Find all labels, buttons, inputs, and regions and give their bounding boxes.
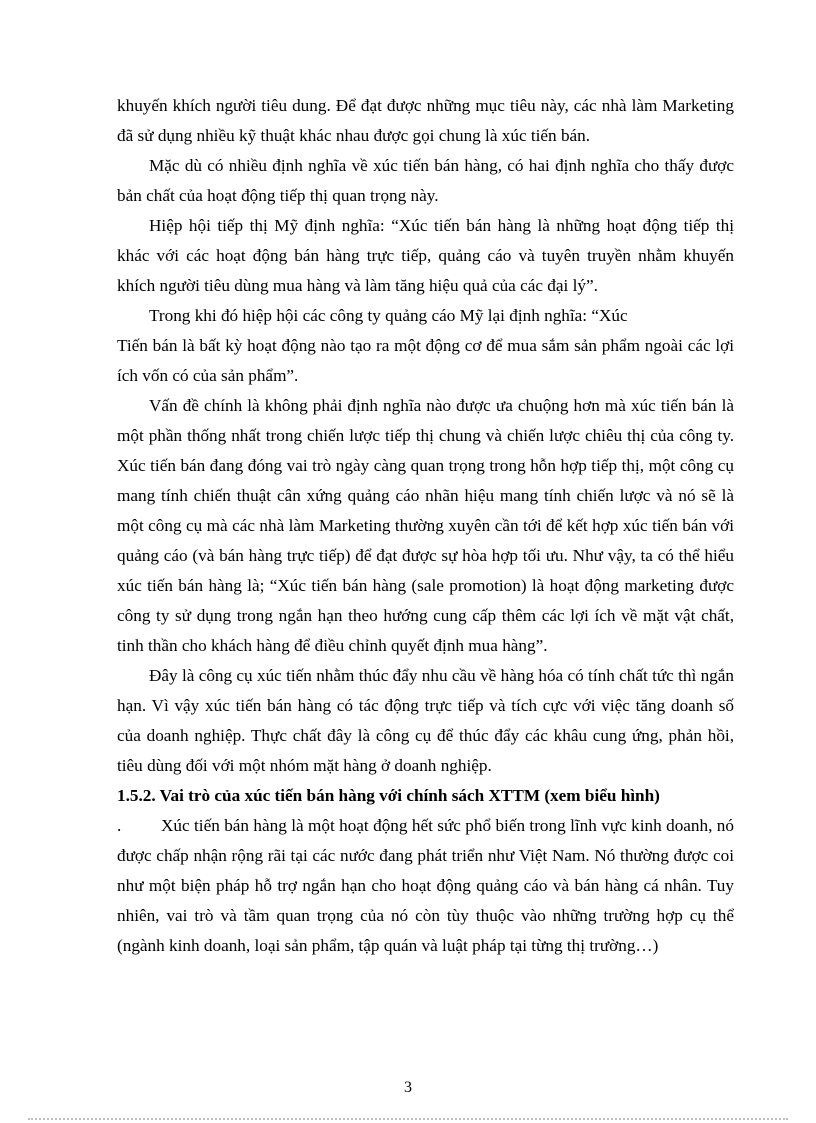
paragraph-8 [117, 811, 734, 961]
paragraph-1: khuyến khích người tiêu dung. Để đạt được những mục tiêu này, các nhà làm Marketing đã sử dụng nhiều kỹ thuật khác nhau được gọi chung là xúc tiến bán. [117, 96, 734, 145]
page-border-dotted-line [28, 1118, 788, 1120]
paragraph-7: Đây là công cụ xúc tiến nhằm thúc đẩy nhu cầu về hàng hóa có tính chất tức thì ngắn hạn. Vì vậy xúc tiến bán hàng có tác động trực tiếp và tích cực với việc tăng doanh số của doanh nghiệp. Thực chất đây là công cụ để thúc đẩy các khâu cung ứng, phản hồi, tiêu dùng đối với một nhóm mặt hàng ở doanh nghiệp. [117, 666, 734, 775]
paragraph-5: Tiến bán là bất kỳ hoạt động nào tạo ra một động cơ để mua sắm sản phẩm ngoài các lợi ích vốn có của sản phẩm”. [117, 336, 734, 385]
page-number: 3 [404, 1079, 412, 1096]
paragraph-4: Trong khi đó hiệp hội các công ty quảng cáo Mỹ lại định nghĩa: “Xúc [149, 306, 628, 325]
page-body [117, 91, 734, 961]
paragraph-6: Vấn đề chính là không phải định nghĩa nào được ưa chuộng hơn mà xúc tiến bán là một phần thống nhất trong chiến lược tiếp thị chung và chiến lược chiêu thị của công ty. Xúc tiến bán đang đóng vai trò ngày càng quan trọng trong hỗn hợp tiếp thị, một công cụ mang tính chiến thuật cân xứng quảng cáo nhãn hiệu mang tính chiến lược và nó sẽ là một công cụ mà các nhà làm Marketing thường xuyên cần tới để kết hợp xúc tiến bán với quảng cáo (và bán hàng trực tiếp) để đạt được sự hòa hợp tối ưu. Như vậy, ta có thể hiểu xúc tiến bán hàng là; “Xúc tiến bán hàng (sale promotion) là hoạt động marketing được công ty sử dụng trong ngắn hạn theo hướng cung cấp thêm các lợi ích về mặt vật chất, tinh thần cho khách hàng để điều chỉnh quyết định mua hàng”. [117, 396, 734, 655]
section-heading: 1.5.2. Vai trò của xúc tiến bán hàng với chính sách XTTM (xem biểu hình) [117, 786, 660, 805]
paragraph-3: Hiệp hội tiếp thị Mỹ định nghĩa: “Xúc tiến bán hàng là những hoạt động tiếp thị khác với các hoạt động bán hàng trực tiếp, quảng cáo và tuyên truyền nhằm khuyến khích người tiêu dùng mua hàng và làm tăng hiệu quả của các đại lý”. [117, 216, 734, 295]
paragraph-2: Mặc dù có nhiều định nghĩa về xúc tiến bán hàng, có hai định nghĩa cho thấy được bản chất của hoạt động tiếp thị quan trọng này. [117, 156, 734, 205]
paragraph-8-text: Xúc tiến bán hàng là một hoạt động hết sức phổ biến trong lĩnh vực kinh doanh, nó được chấp nhận rộng rãi tại các nước đang phát triển như Việt Nam. Nó thường được coi như một biện pháp hỗ trợ ngắn hạn cho hoạt động quảng cáo và bán hàng cá nhân. Tuy nhiên, vai trò và tầm quan trọng của nó còn tùy thuộc vào những trường hợp cụ thể (ngành kinh doanh, loại sản phẩm, tập quán và luật pháp tại từng thị trường…) [117, 816, 734, 955]
paragraph-marker: . [117, 816, 122, 835]
